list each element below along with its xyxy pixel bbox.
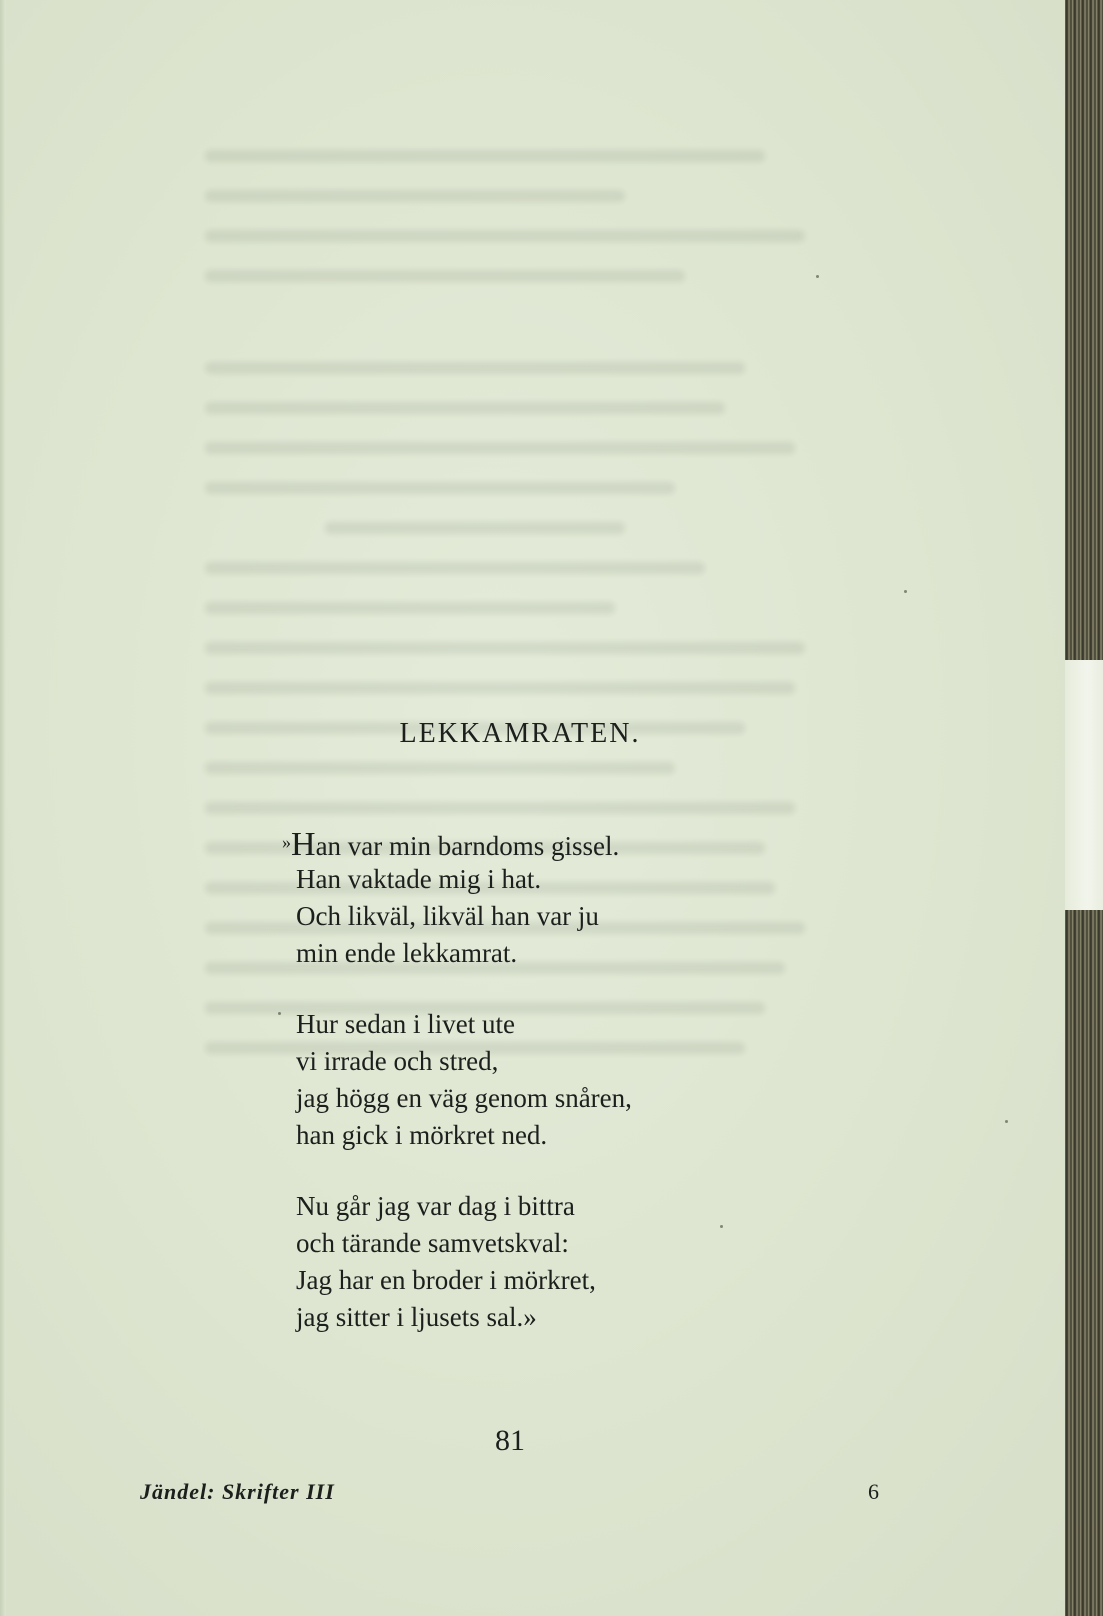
paper-speck: [1005, 1120, 1008, 1123]
poem-line: och tärande samvetskval:: [296, 1228, 569, 1258]
poem-line: Jag har en broder i mörkret,: [296, 1265, 596, 1295]
stanza-2: [296, 1006, 816, 1154]
page-left-edge: [0, 0, 6, 1616]
poem-line: han gick i mörkret ned.: [296, 1120, 548, 1150]
poem-line: vi irrade och stred,: [296, 1046, 499, 1076]
first-line-text: an var min barndoms gissel.: [315, 831, 620, 861]
poem-line: min ende lekkamrat.: [296, 938, 518, 968]
paper-speck: [278, 1012, 281, 1015]
poem-first-line: [282, 824, 816, 863]
stanza-3: [296, 1188, 816, 1336]
poem-line: Nu går jag var dag i bittra: [296, 1191, 575, 1221]
stanza-1: [282, 824, 816, 972]
poem-line: jag sitter i ljusets sal.»: [296, 1302, 537, 1332]
poem-title: LEKKAMRATEN.: [399, 718, 641, 749]
opening-quote-mark: »: [282, 832, 291, 852]
poem-line: Och likväl, likväl han var ju: [296, 901, 599, 931]
poem-body: [282, 824, 816, 1370]
binding-highlight: [1065, 660, 1103, 910]
paper-speck: [816, 275, 819, 278]
poem-line: Hur sedan i livet ute: [296, 1009, 515, 1039]
initial-capital: H: [291, 826, 316, 863]
paper-speck: [904, 590, 907, 593]
poem-line: Han vaktade mig i hat.: [296, 864, 542, 894]
poem-line: jag högg en väg genom snåren,: [296, 1083, 632, 1113]
sheet-number: 6: [868, 1479, 879, 1504]
page-number: 81: [495, 1424, 525, 1457]
printer-signature: Jändel: Skrifter III: [140, 1479, 335, 1504]
